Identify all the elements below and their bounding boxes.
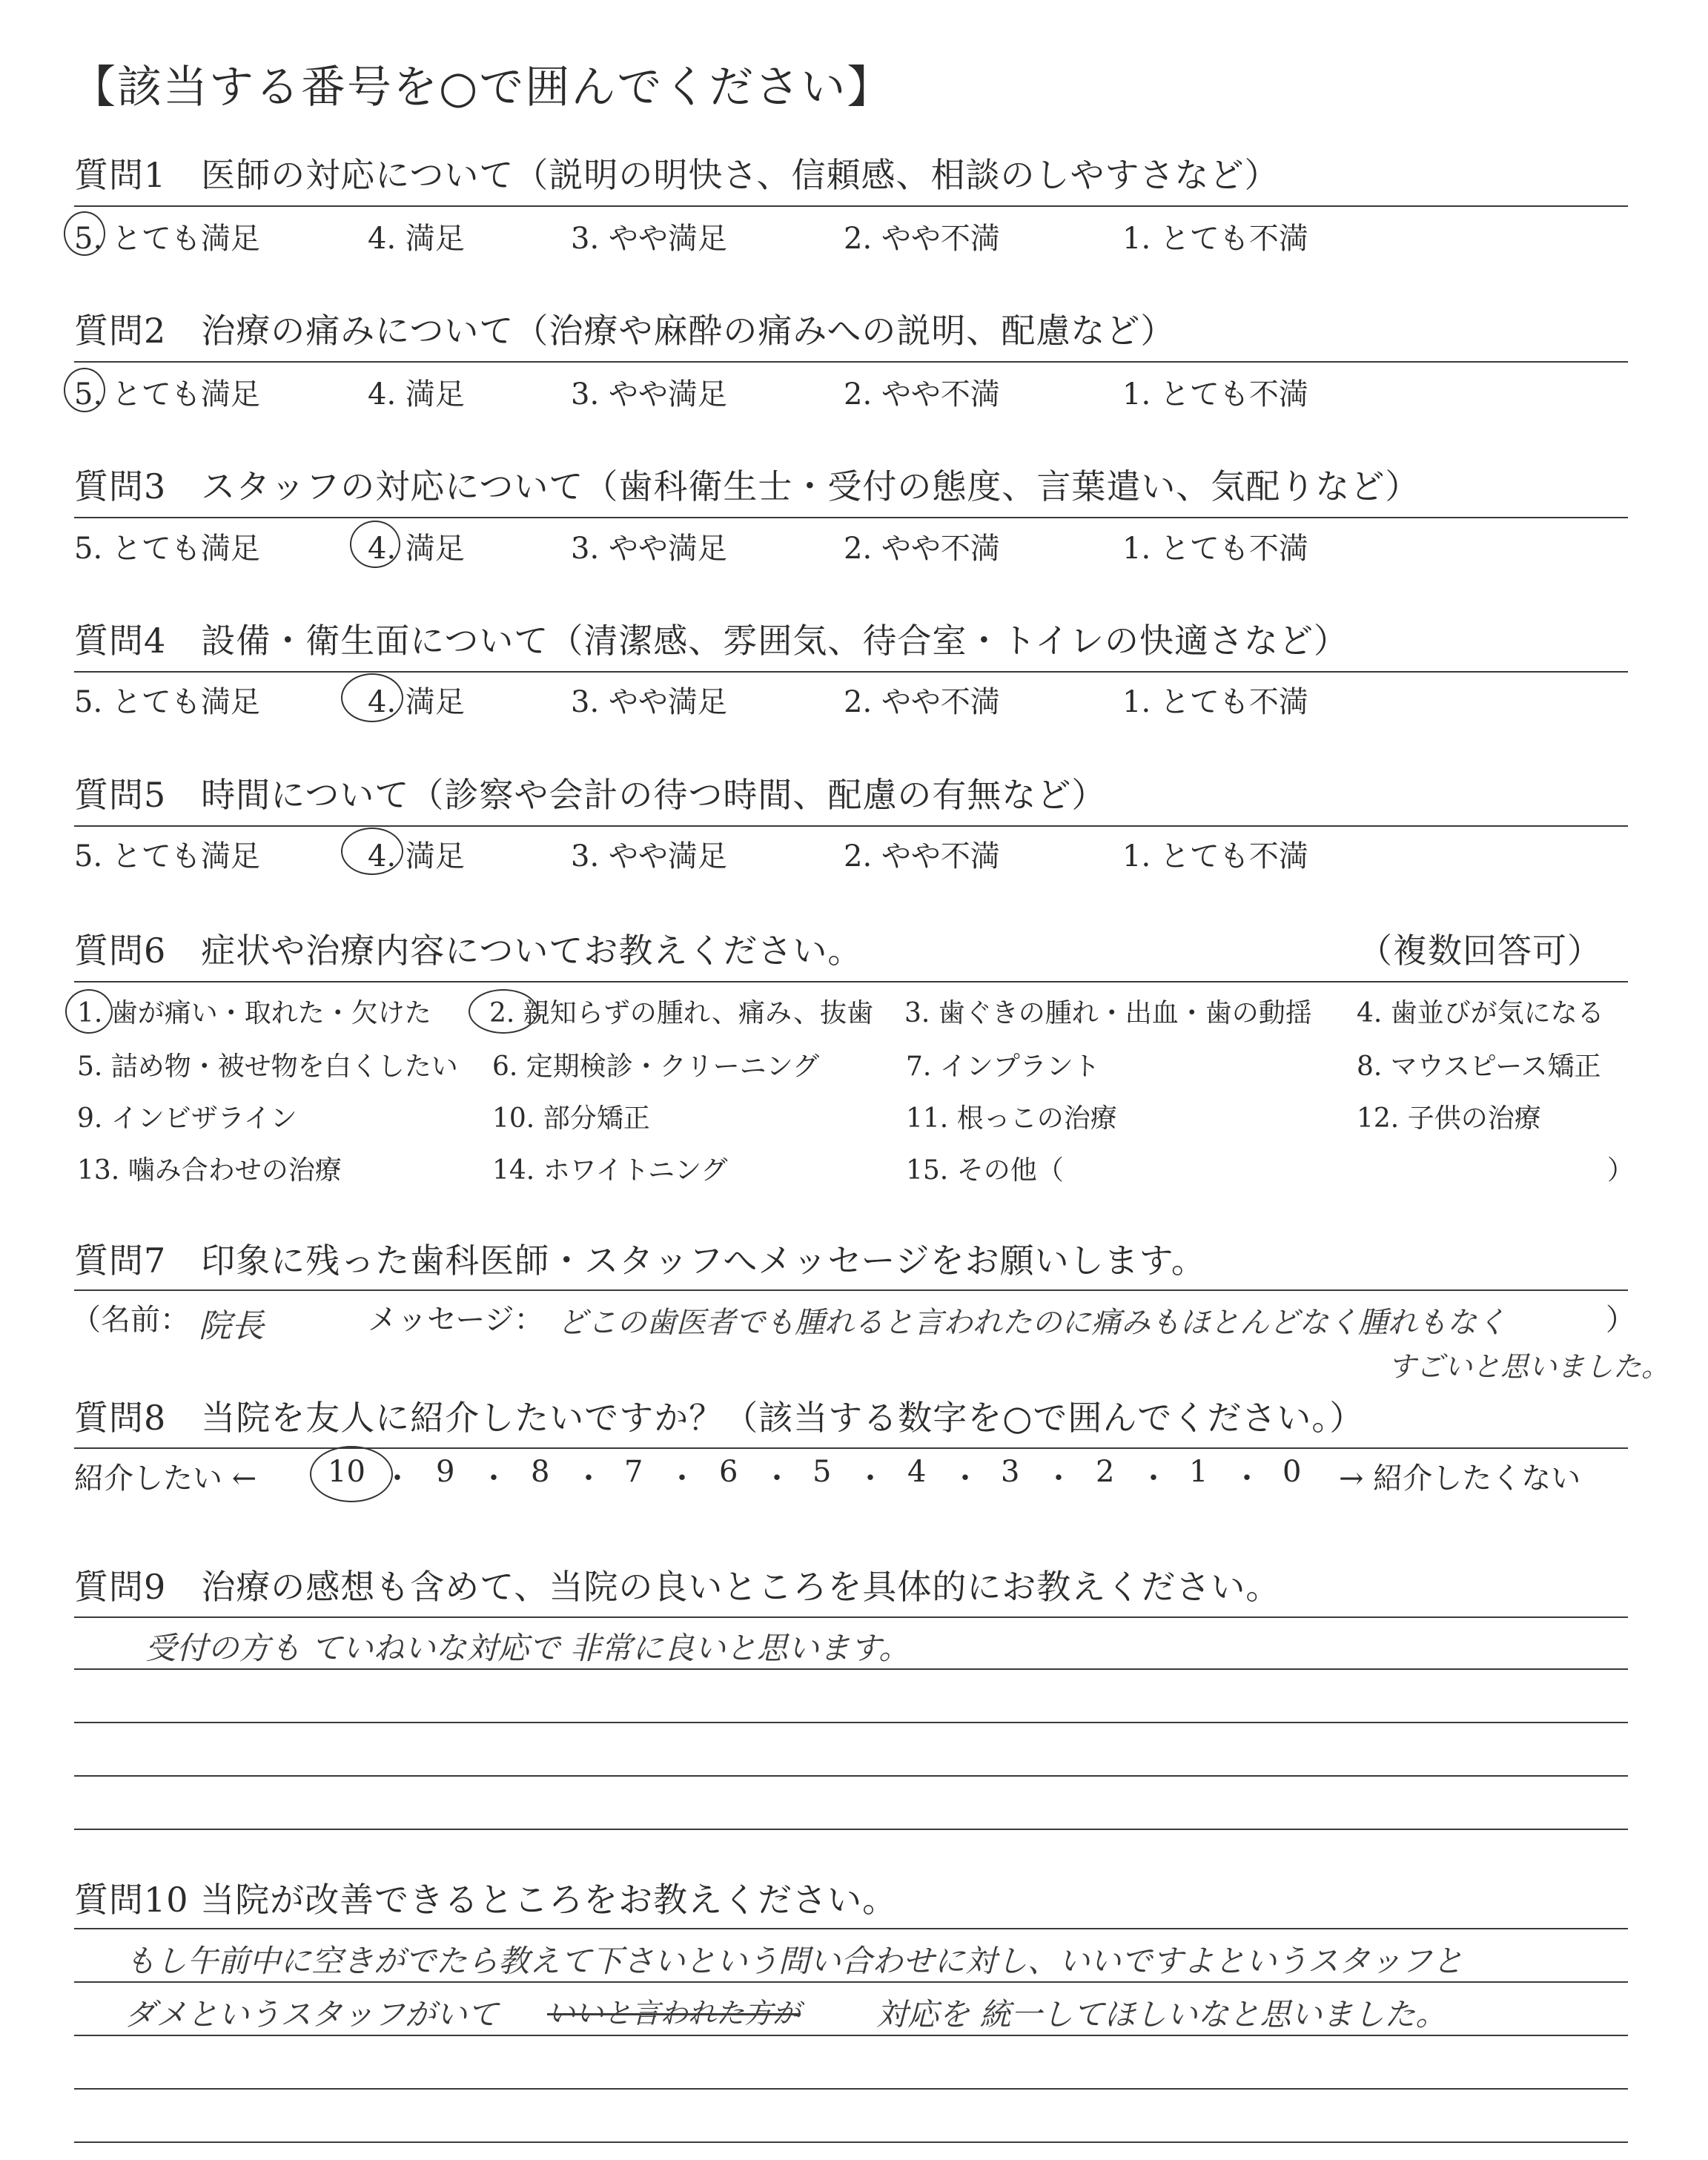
q10-answer-line <box>74 2088 1628 2090</box>
question-10-title: 質問10 当院が改善できるところをお教えください。 <box>74 1880 898 1920</box>
q7-message-label: メッセージ： <box>368 1303 544 1337</box>
q6-option-12[interactable]: 12. 子供の治療 <box>1357 1103 1541 1134</box>
q8-separator: ・ <box>950 1462 980 1496</box>
q8-separator: ・ <box>574 1462 603 1496</box>
q8-scale-10[interactable]: 10 <box>328 1455 365 1489</box>
question-6-title: 質問6 症状や治療内容についてお教えください。 <box>74 931 863 971</box>
question-6-rule <box>74 981 1628 982</box>
q8-separator: ・ <box>383 1462 412 1496</box>
q2-option-3[interactable]: 3. やや満足 <box>571 377 727 412</box>
q10-answer-line <box>74 1981 1628 1983</box>
q7-message-line1[interactable]: どこの歯医者でも腫れると言われたのに痛みもほとんどなく腫れもなく <box>557 1306 1506 1340</box>
q1-option-2[interactable]: 2. やや不満 <box>844 222 1000 256</box>
q3-option-1[interactable]: 1. とても不満 <box>1122 532 1308 566</box>
q8-separator: ・ <box>1044 1462 1073 1496</box>
q6-selection-circle-2 <box>469 989 538 1034</box>
q8-scale-5[interactable]: 5 <box>812 1455 832 1489</box>
q8-separator: ・ <box>479 1462 509 1496</box>
q10-answer-line <box>74 1928 1628 1929</box>
q2-option-1[interactable]: 1. とても不満 <box>1122 377 1308 412</box>
q1-option-4[interactable]: 4. 満足 <box>368 222 465 256</box>
q1-option-3[interactable]: 3. やや満足 <box>571 222 727 256</box>
q5-option-3[interactable]: 3. やや満足 <box>571 839 727 873</box>
q9-answer-line <box>74 1829 1628 1830</box>
q3-option-2[interactable]: 2. やや不満 <box>844 532 1000 566</box>
form-heading: 【該当する番号を○で囲んでください】 <box>71 62 893 113</box>
q8-separator: ・ <box>1139 1462 1168 1496</box>
q3-option-3[interactable]: 3. やや満足 <box>571 532 727 566</box>
q8-scale-2[interactable]: 2 <box>1096 1455 1115 1489</box>
q5-option-2[interactable]: 2. やや不満 <box>844 839 1000 873</box>
q7-name-label: （名前： <box>71 1303 190 1337</box>
q6-option-4[interactable]: 4. 歯並びが気になる <box>1357 998 1604 1028</box>
q9-answer-line <box>74 1775 1628 1777</box>
q4-option-4[interactable]: 4. 満足 <box>368 685 465 719</box>
q1-option-5[interactable]: 5. とても満足 <box>74 222 260 256</box>
q4-option-2[interactable]: 2. やや不満 <box>844 685 1000 719</box>
q2-option-5[interactable]: 5. とても満足 <box>74 377 260 412</box>
question-2-rule <box>74 361 1628 363</box>
q6-option-14[interactable]: 14. ホワイトニング <box>492 1155 728 1186</box>
q10-answer-text-1[interactable]: もし午前中に空きがでたら教えて下さいという問い合わせに対し、いいですよというスタッフと <box>125 1943 1464 1979</box>
q8-separator: ・ <box>1232 1462 1262 1496</box>
q3-selection-circle <box>350 521 400 568</box>
q5-option-1[interactable]: 1. とても不満 <box>1122 839 1308 873</box>
q5-selection-circle <box>341 828 403 875</box>
q6-option-8[interactable]: 8. マウスピース矯正 <box>1357 1051 1601 1082</box>
question-7-title: 質問7 印象に残った歯科医師・スタッフへメッセージをお願いします。 <box>74 1241 1206 1281</box>
q8-scale-9[interactable]: 9 <box>436 1455 455 1489</box>
q8-scale-0[interactable]: 0 <box>1282 1455 1302 1489</box>
q2-option-4[interactable]: 4. 満足 <box>368 377 465 412</box>
q4-option-3[interactable]: 3. やや満足 <box>571 685 727 719</box>
q8-scale-8[interactable]: 8 <box>531 1455 550 1489</box>
q2-selection-circle <box>64 368 105 412</box>
q8-left-label: 紹介したい ← <box>74 1462 257 1496</box>
q7-close-paren: ） <box>1606 1303 1635 1337</box>
q10-answer-struck-text: いいと言われた方が <box>547 1997 801 2029</box>
q9-answer-line <box>74 1616 1628 1618</box>
q6-option-7[interactable]: 7. インプラント <box>906 1051 1100 1082</box>
q8-right-label: → 紹介したくない <box>1339 1462 1581 1496</box>
question-8-rule <box>74 1447 1628 1449</box>
q4-selection-circle <box>341 673 403 722</box>
q6-option-13[interactable]: 13. 噛み合わせの治療 <box>77 1155 342 1186</box>
question-9-title: 質問9 治療の感想も含めて、当院の良いところを具体的にお教えください。 <box>74 1567 1281 1607</box>
question-8-title: 質問8 当院を友人に紹介したいですか？（該当する数字を○で囲んでください。） <box>74 1398 1365 1438</box>
q9-answer-text-1[interactable]: 受付の方も ていねいな対応で 非常に良いと思います。 <box>145 1630 910 1666</box>
question-6-note: （複数回答可） <box>1358 931 1602 971</box>
q1-option-1[interactable]: 1. とても不満 <box>1122 222 1308 256</box>
question-1-title: 質問1 医師の対応について（説明の明快さ、信頼感、相談のしやすさなど） <box>74 155 1280 195</box>
question-2-title: 質問2 治療の痛みについて（治療や麻酔の痛みへの説明、配慮など） <box>74 311 1176 351</box>
q6-option-3[interactable]: 3. 歯ぐきの腫れ・出血・歯の動揺 <box>904 998 1312 1028</box>
q8-scale-4[interactable]: 4 <box>907 1455 927 1489</box>
q6-option-15[interactable]: 15. その他（ <box>906 1155 1064 1186</box>
q7-message-line2[interactable]: すごいと思いました。 <box>1388 1350 1670 1383</box>
question-5-title: 質問5 時間について（診察や会計の待つ時間、配慮の有無など） <box>74 775 1107 815</box>
question-4-title: 質問4 設備・衛生面について（清潔感、雰囲気、待合室・トイレの快適さなど） <box>74 621 1349 661</box>
q8-separator: ・ <box>667 1462 697 1496</box>
q5-option-5[interactable]: 5. とても満足 <box>74 839 260 873</box>
q1-selection-circle <box>64 211 105 256</box>
q6-option-5[interactable]: 5. 詰め物・被せ物を白くしたい <box>77 1051 458 1082</box>
q8-scale-7[interactable]: 7 <box>624 1455 643 1489</box>
q9-answer-line <box>74 1722 1628 1723</box>
q6-option-6[interactable]: 6. 定期検診・クリーニング <box>492 1051 820 1082</box>
question-1-rule <box>74 205 1628 207</box>
q8-selection-circle <box>310 1446 393 1502</box>
q8-separator: ・ <box>762 1462 792 1496</box>
q4-option-1[interactable]: 1. とても不満 <box>1122 685 1308 719</box>
q4-option-5[interactable]: 5. とても満足 <box>74 685 260 719</box>
q2-option-2[interactable]: 2. やや不満 <box>844 377 1000 412</box>
q6-option-1[interactable]: 1. 歯が痛い・取れた・欠けた <box>77 998 431 1028</box>
q8-scale-1[interactable]: 1 <box>1189 1455 1208 1489</box>
q10-answer-line <box>74 2141 1628 2143</box>
question-4-rule <box>74 671 1628 673</box>
q5-option-4[interactable]: 4. 満足 <box>368 839 465 873</box>
q6-option-2[interactable]: 2. 親知らずの腫れ、痛み、抜歯 <box>489 998 874 1028</box>
q3-option-5[interactable]: 5. とても満足 <box>74 532 260 566</box>
q6-option-10[interactable]: 10. 部分矯正 <box>492 1103 650 1134</box>
q9-answer-line <box>74 1668 1628 1670</box>
q8-separator: ・ <box>855 1462 885 1496</box>
question-7-rule <box>74 1289 1628 1291</box>
question-3-rule <box>74 517 1628 518</box>
q10-answer-text-2b[interactable]: 対応を 統一してほしいなと思いました。 <box>876 1996 1447 2032</box>
q6-option-9[interactable]: 9. インビザライン <box>77 1103 297 1134</box>
q8-scale-3[interactable]: 3 <box>1001 1455 1020 1489</box>
q10-answer-text-2a[interactable]: ダメというスタッフがいて <box>125 1996 499 2032</box>
q10-answer-line <box>74 2035 1628 2036</box>
question-5-rule <box>74 825 1628 827</box>
q6-option-11[interactable]: 11. 根っこの治療 <box>906 1103 1117 1134</box>
q7-name-value[interactable]: 院長 <box>199 1307 264 1345</box>
question-3-title: 質問3 スタッフの対応について（歯科衛生士・受付の態度、言葉遣い、気配りなど） <box>74 466 1420 506</box>
q3-option-4[interactable]: 4. 満足 <box>368 532 465 566</box>
q6-selection-circle-1 <box>65 989 113 1034</box>
q8-scale-6[interactable]: 6 <box>719 1455 738 1489</box>
q6-option-15-close-paren: ） <box>1607 1155 1635 1186</box>
